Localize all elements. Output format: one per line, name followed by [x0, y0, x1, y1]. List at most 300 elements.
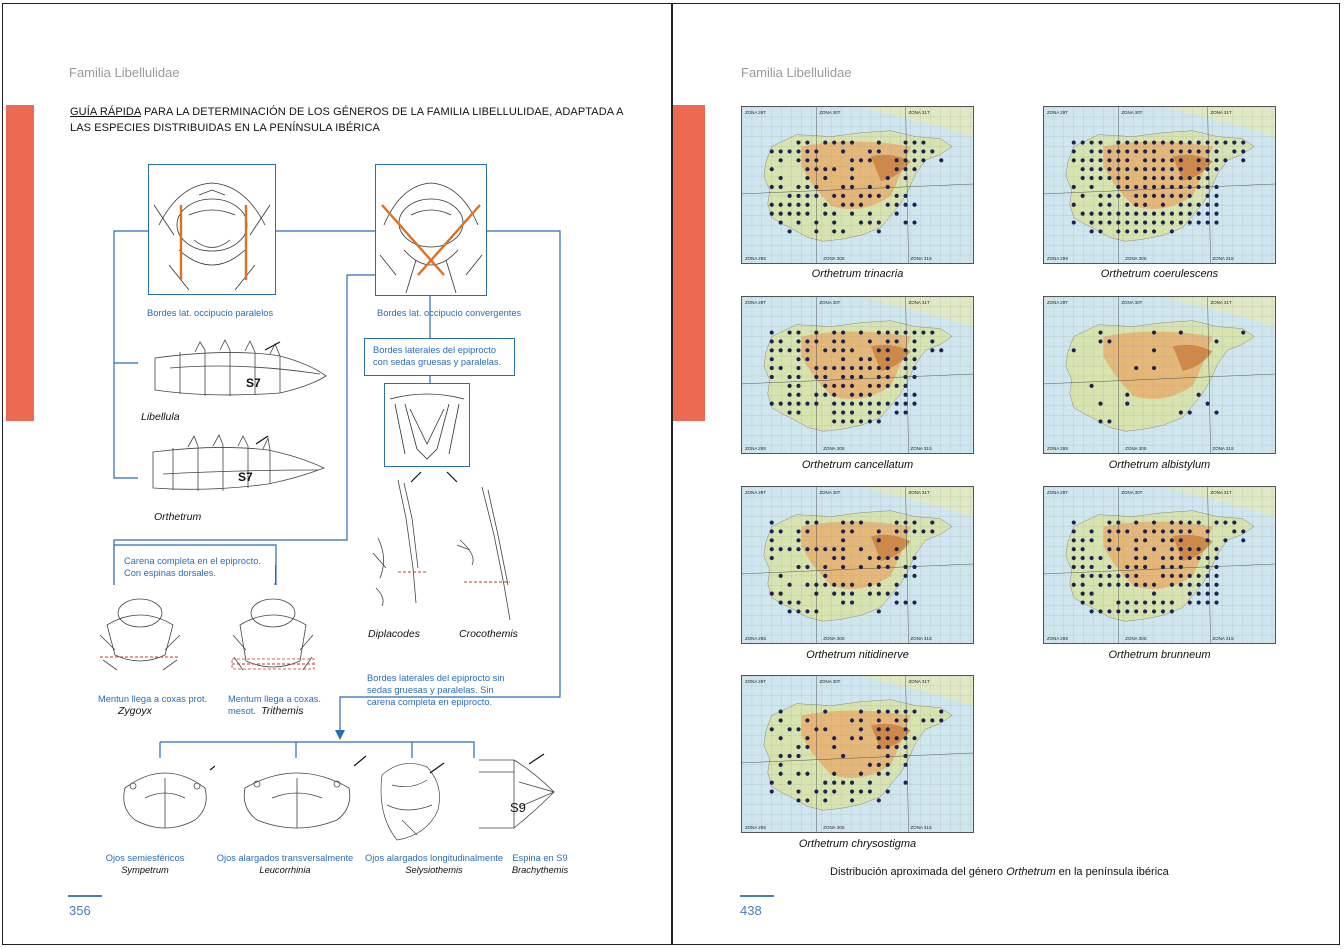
occurrence-dot [921, 158, 925, 162]
occurrence-dot [1098, 402, 1102, 406]
occurrence-dot [788, 393, 792, 397]
occurrence-dot [1143, 600, 1147, 604]
caption-sympetrum-text: Ojos semiesféricos [105, 853, 185, 863]
caption-leucorrhinia [212, 852, 358, 876]
occurrence-dot [1143, 185, 1147, 189]
occurrence-dot [912, 357, 916, 361]
caption-selysiothemis-genus: Selysiothemis [405, 865, 463, 875]
occurrence-dot [1170, 538, 1174, 542]
occurrence-dot [1143, 149, 1147, 153]
occurrence-dot [1098, 140, 1102, 144]
occurrence-dot [1214, 167, 1218, 171]
head-parallel-figure [148, 164, 276, 295]
zone-label: ZONA 29T [744, 489, 766, 495]
no-setae-line3: carena completa en epiprocto. [367, 697, 493, 707]
occurrence-dot [1090, 384, 1094, 388]
occurrence-dot [1090, 149, 1094, 153]
occurrence-dot [770, 330, 774, 334]
occurrence-dot [1214, 574, 1218, 578]
occurrence-dot [1188, 203, 1192, 207]
occurrence-dot [1090, 529, 1094, 533]
occurrence-dot [841, 185, 845, 189]
occurrence-dot [1206, 203, 1210, 207]
occurrence-dot [841, 203, 845, 207]
occurrence-dot [1241, 149, 1245, 153]
zone-label: ZONA 30S [823, 256, 845, 262]
occurrence-dot [814, 220, 818, 224]
occurrence-dot [1197, 574, 1201, 578]
occurrence-dot [1107, 609, 1111, 613]
occurrence-dot [1072, 565, 1076, 569]
occurrence-dot [868, 366, 872, 370]
occurrence-dot [877, 330, 881, 334]
occurrence-dot [877, 529, 881, 533]
occurrence-dot [886, 330, 890, 334]
occurrence-dot [779, 149, 783, 153]
occurrence-dot [1152, 348, 1156, 352]
occurrence-dot [841, 600, 845, 604]
zone-label: ZONA 31S [910, 446, 932, 452]
occurrence-dot [1081, 556, 1085, 560]
occurrence-dot [877, 538, 881, 542]
occurrence-dot [1197, 203, 1201, 207]
zone-label: ZONA 30T [819, 489, 841, 495]
occurrence-dot [1197, 393, 1201, 397]
occurrence-dot [832, 167, 836, 171]
occurrence-dot [859, 375, 863, 379]
occurrence-dot [1116, 194, 1120, 198]
occurrence-dot [1143, 203, 1147, 207]
occurrence-dot [1107, 339, 1111, 343]
occurrence-dot [1206, 600, 1210, 604]
occurrence-dot [904, 393, 908, 397]
occurrence-dot [1098, 609, 1102, 613]
occurrence-dot [805, 718, 809, 722]
occurrence-dot [1081, 583, 1085, 587]
occurrence-dot [868, 781, 872, 785]
occurrence-dot [1214, 520, 1218, 524]
occurrence-dot [832, 330, 836, 334]
occurrence-dot [779, 203, 783, 207]
occurrence-dot [850, 781, 854, 785]
occurrence-dot [1179, 330, 1183, 334]
occurrence-dot [832, 366, 836, 370]
zone-label: ZONA 29S [1046, 446, 1069, 452]
occurrence-dot [779, 366, 783, 370]
occurrence-dot [1206, 167, 1210, 171]
occurrence-dot [904, 220, 908, 224]
occurrence-dot [805, 547, 809, 551]
occurrence-dot [1179, 194, 1183, 198]
occurrence-dot [895, 600, 899, 604]
occurrence-dot [796, 194, 800, 198]
occurrence-dot [886, 348, 890, 352]
occurrence-dot [788, 600, 792, 604]
occurrence-dot [921, 718, 925, 722]
occurrence-dot [1134, 149, 1138, 153]
zone-label: ZONA 31T [1210, 489, 1232, 495]
occurrence-dot [832, 339, 836, 343]
occurrence-dot [1125, 229, 1129, 233]
occurrence-dot [850, 600, 854, 604]
occurrence-dot [1152, 547, 1156, 551]
occurrence-dot [939, 718, 943, 722]
occurrence-dot [1098, 229, 1102, 233]
occurrence-dot [1197, 220, 1201, 224]
occurrence-dot [1161, 203, 1165, 207]
occurrence-dot [796, 203, 800, 207]
occurrence-dot [868, 419, 872, 423]
occurrence-dot [779, 547, 783, 551]
caption-pre: Distribución aproximada del género [830, 866, 1007, 878]
occurrence-dot [895, 167, 899, 171]
occurrence-dot [1152, 176, 1156, 180]
occurrence-dot [895, 583, 899, 587]
occurrence-dot [770, 727, 774, 731]
occurrence-dot [850, 203, 854, 207]
occurrence-dot [1143, 529, 1147, 533]
occurrence-dot [1206, 149, 1210, 153]
occurrence-dot [814, 375, 818, 379]
occurrence-dot [823, 798, 827, 802]
abdomen-orthetrum-figure [148, 434, 328, 496]
occurrence-dot [1081, 574, 1085, 578]
occurrence-dot [850, 348, 854, 352]
occurrence-dot [895, 158, 899, 162]
caption-brachythemis-text: Espina en S9 [512, 853, 568, 863]
occurrence-dot [1161, 565, 1165, 569]
occurrence-dot [904, 176, 908, 180]
occurrence-dot [779, 212, 783, 216]
occurrence-dot [912, 220, 916, 224]
occurrence-dot [805, 203, 809, 207]
occurrence-dot [930, 520, 934, 524]
occurrence-dot [886, 375, 890, 379]
occurrence-dot [779, 592, 783, 596]
occurrence-dot [832, 348, 836, 352]
occurrence-dot [1170, 176, 1174, 180]
occurrence-dot [1090, 600, 1094, 604]
occurrence-dot [877, 410, 881, 414]
occurrence-dot [1197, 520, 1201, 524]
no-setae-line1: Bordes laterales del epiprocto sin [367, 673, 505, 683]
occurrence-dot [1179, 149, 1183, 153]
occurrence-dot [895, 384, 899, 388]
occurrence-dot [1170, 583, 1174, 587]
occurrence-dot [796, 357, 800, 361]
occurrence-dot [779, 529, 783, 533]
occurrence-dot [1125, 529, 1129, 533]
carina-box-border [112, 543, 278, 585]
occurrence-dot [877, 718, 881, 722]
occurrence-dot [886, 592, 890, 596]
occurrence-dot [1197, 600, 1201, 604]
occurrence-dot [1214, 339, 1218, 343]
occurrence-dot [823, 375, 827, 379]
occurrence-dot [841, 538, 845, 542]
occurrence-dot [1134, 229, 1138, 233]
occurrence-dot [770, 167, 774, 171]
distribution-map [741, 675, 974, 833]
occurrence-dot [1188, 520, 1192, 524]
occurrence-dot [1072, 203, 1076, 207]
occurrence-dot [912, 520, 916, 524]
map-caption: Orthetrum coerulescens [1100, 268, 1219, 280]
occurrence-dot [904, 736, 908, 740]
occurrence-dot [850, 176, 854, 180]
occurrence-dot [1188, 220, 1192, 224]
occurrence-dot [1116, 167, 1120, 171]
page-number-rule [740, 895, 774, 897]
caption-genus: Orthetrum [1006, 866, 1056, 878]
occurrence-dot [912, 529, 916, 533]
occurrence-dot [823, 167, 827, 171]
occurrence-dot [868, 357, 872, 361]
occurrence-dot [1098, 419, 1102, 423]
arrow-icon [529, 754, 544, 764]
label-parallel: Bordes lat. occipucio paralelos [147, 308, 274, 318]
occurrence-dot [886, 727, 890, 731]
occurrence-dot [886, 763, 890, 767]
sympetrum-head-figure [115, 758, 215, 836]
occurrence-dot [1223, 158, 1227, 162]
occurrence-dot [1206, 402, 1210, 406]
occurrence-dot [779, 763, 783, 767]
caption-leucorrhinia-text: Ojos alargados transversalmente [216, 853, 354, 863]
occurrence-dot [814, 402, 818, 406]
occurrence-dot [1107, 220, 1111, 224]
occurrence-dot [859, 203, 863, 207]
occurrence-dot [1206, 220, 1210, 224]
occurrence-dot [868, 194, 872, 198]
genus-orthetrum: Orthetrum [154, 511, 202, 523]
distribution-map [741, 486, 974, 644]
occurrence-dot [904, 781, 908, 785]
occurrence-dot [1134, 140, 1138, 144]
zone-label: ZONA 30T [1121, 109, 1143, 115]
occurrence-dot [859, 709, 863, 713]
occurrence-dot [877, 194, 881, 198]
occurrence-dot [1116, 149, 1120, 153]
occurrence-dot [868, 393, 872, 397]
segment-label-s7b: S7 [238, 470, 253, 484]
occurrence-dot [1125, 600, 1129, 604]
occurrence-dot [1134, 565, 1138, 569]
zone-label: ZONA 31S [1212, 446, 1234, 452]
occurrence-dot [770, 366, 774, 370]
occurrence-dot [1161, 556, 1165, 560]
occurrence-dot [868, 212, 872, 216]
occurrence-dot [886, 366, 890, 370]
occurrence-dot [877, 609, 881, 613]
occurrence-dot [1134, 520, 1138, 524]
occurrence-dot [805, 185, 809, 189]
occurrence-dot [904, 718, 908, 722]
occurrence-dot [859, 402, 863, 406]
occurrence-dot [850, 419, 854, 423]
occurrence-dot [1134, 600, 1138, 604]
distribution-caption [830, 866, 1169, 878]
occurrence-dot [841, 194, 845, 198]
occurrence-dot [1188, 574, 1192, 578]
occurrence-dot [1188, 583, 1192, 587]
occurrence-dot [823, 789, 827, 793]
occurrence-dot [1206, 565, 1210, 569]
occurrence-dot [1152, 609, 1156, 613]
occurrence-dot [1143, 167, 1147, 171]
occurrence-dot [805, 529, 809, 533]
trithemis-mentum-figure [228, 595, 318, 677]
occurrence-dot [832, 556, 836, 560]
occurrence-dot [1179, 529, 1183, 533]
occurrence-dot [1241, 529, 1245, 533]
zone-label: ZONA 29T [744, 299, 766, 305]
occurrence-dot [1098, 194, 1102, 198]
occurrence-dot [796, 410, 800, 414]
occurrence-dot [912, 140, 916, 144]
epiproct-setae-line2: con sedas gruesas y paralelas. [373, 357, 502, 367]
occurrence-dot [895, 592, 899, 596]
occurrence-dot [921, 529, 925, 533]
occurrence-dot [832, 220, 836, 224]
occurrence-dot [1116, 185, 1120, 189]
occurrence-dot [796, 339, 800, 343]
occurrence-dot [1179, 167, 1183, 171]
zone-label: ZONA 31S [910, 636, 932, 642]
occurrence-dot [1134, 547, 1138, 551]
occurrence-dot [1179, 203, 1183, 207]
occurrence-dot [850, 718, 854, 722]
occurrence-dot [805, 149, 809, 153]
chapter-tab [673, 105, 705, 421]
occurrence-dot [1188, 547, 1192, 551]
occurrence-dot [1179, 158, 1183, 162]
occurrence-dot [912, 375, 916, 379]
occurrence-dot [1188, 592, 1192, 596]
occurrence-dot [912, 167, 916, 171]
occurrence-dot [796, 220, 800, 224]
caption-post: en la península ibérica [1055, 866, 1169, 878]
occurrence-dot [1152, 185, 1156, 189]
occurrence-dot [886, 556, 890, 560]
occurrence-dot [912, 158, 916, 162]
occurrence-dot [1152, 366, 1156, 370]
occurrence-dot [1214, 212, 1218, 216]
occurrence-dot [770, 781, 774, 785]
occurrence-dot [1107, 203, 1111, 207]
caption-brachythemis [502, 852, 578, 876]
occurrence-dot [1090, 592, 1094, 596]
title-underlined: GUÍA RÁPIDA [70, 106, 141, 118]
occurrence-dot [877, 402, 881, 406]
occurrence-dot [1170, 185, 1174, 189]
occurrence-dot [805, 609, 809, 613]
occurrence-dot [1125, 140, 1129, 144]
occurrence-dot [1134, 574, 1138, 578]
occurrence-dot [850, 520, 854, 524]
occurrence-dot [805, 772, 809, 776]
occurrence-dot [1107, 158, 1111, 162]
occurrence-dot [779, 220, 783, 224]
occurrence-dot [823, 393, 827, 397]
occurrence-dot [814, 366, 818, 370]
occurrence-dot [1206, 592, 1210, 596]
occurrence-dot [1206, 158, 1210, 162]
occurrence-dot [877, 375, 881, 379]
occurrence-dot [1170, 556, 1174, 560]
occurrence-dot [1116, 229, 1120, 233]
occurrence-dot [1134, 194, 1138, 198]
occurrence-dot [1134, 583, 1138, 587]
occurrence-dot [1143, 609, 1147, 613]
occurrence-dot [904, 565, 908, 569]
occurrence-dot [1179, 556, 1183, 560]
occurrence-dot [886, 357, 890, 361]
occurrence-dot [886, 754, 890, 758]
occurrence-dot [1214, 565, 1218, 569]
occurrence-dot [1197, 185, 1201, 189]
occurrence-dot [841, 140, 845, 144]
occurrence-dot [823, 727, 827, 731]
zone-label: ZONA 31T [908, 489, 930, 495]
occurrence-dot [1161, 529, 1165, 533]
occurrence-dot [1161, 574, 1165, 578]
occurrence-dot [805, 176, 809, 180]
zone-label: ZONA 30S [1125, 446, 1147, 452]
occurrence-dot [770, 339, 774, 343]
occurrence-dot [814, 194, 818, 198]
occurrence-dot [868, 384, 872, 388]
occurrence-dot [788, 583, 792, 587]
segment-label-s9: S9 [510, 800, 526, 815]
occurrence-dot [1206, 538, 1210, 542]
occurrence-dot [868, 556, 872, 560]
occurrence-dot [859, 220, 863, 224]
occurrence-dot [1090, 574, 1094, 578]
occurrence-dot [1170, 140, 1174, 144]
occurrence-dot [823, 140, 827, 144]
occurrence-dot [877, 229, 881, 233]
occurrence-dot [1143, 212, 1147, 216]
occurrence-dot [886, 789, 890, 793]
occurrence-dot [841, 781, 845, 785]
occurrence-dot [1107, 167, 1111, 171]
occurrence-dot [895, 203, 899, 207]
occurrence-dot [1179, 538, 1183, 542]
occurrence-dot [779, 402, 783, 406]
occurrence-dot [779, 600, 783, 604]
occurrence-dot [1197, 583, 1201, 587]
occurrence-dot [832, 583, 836, 587]
occurrence-dot [823, 348, 827, 352]
occurrence-dot [779, 176, 783, 180]
occurrence-dot [1125, 167, 1129, 171]
occurrence-dot [814, 149, 818, 153]
occurrence-dot [1161, 140, 1165, 144]
occurrence-dot [1206, 176, 1210, 180]
occurrence-dot [1197, 176, 1201, 180]
occurrence-dot [788, 727, 792, 731]
map-caption: Orthetrum brunneum [1108, 649, 1211, 661]
occurrence-dot [859, 158, 863, 162]
occurrence-dot [904, 709, 908, 713]
occurrence-dot [904, 410, 908, 414]
occurrence-dot [1098, 220, 1102, 224]
occurrence-dot [1170, 529, 1174, 533]
occurrence-dot [1241, 538, 1245, 542]
occurrence-dot [841, 384, 845, 388]
occurrence-dot [832, 229, 836, 233]
